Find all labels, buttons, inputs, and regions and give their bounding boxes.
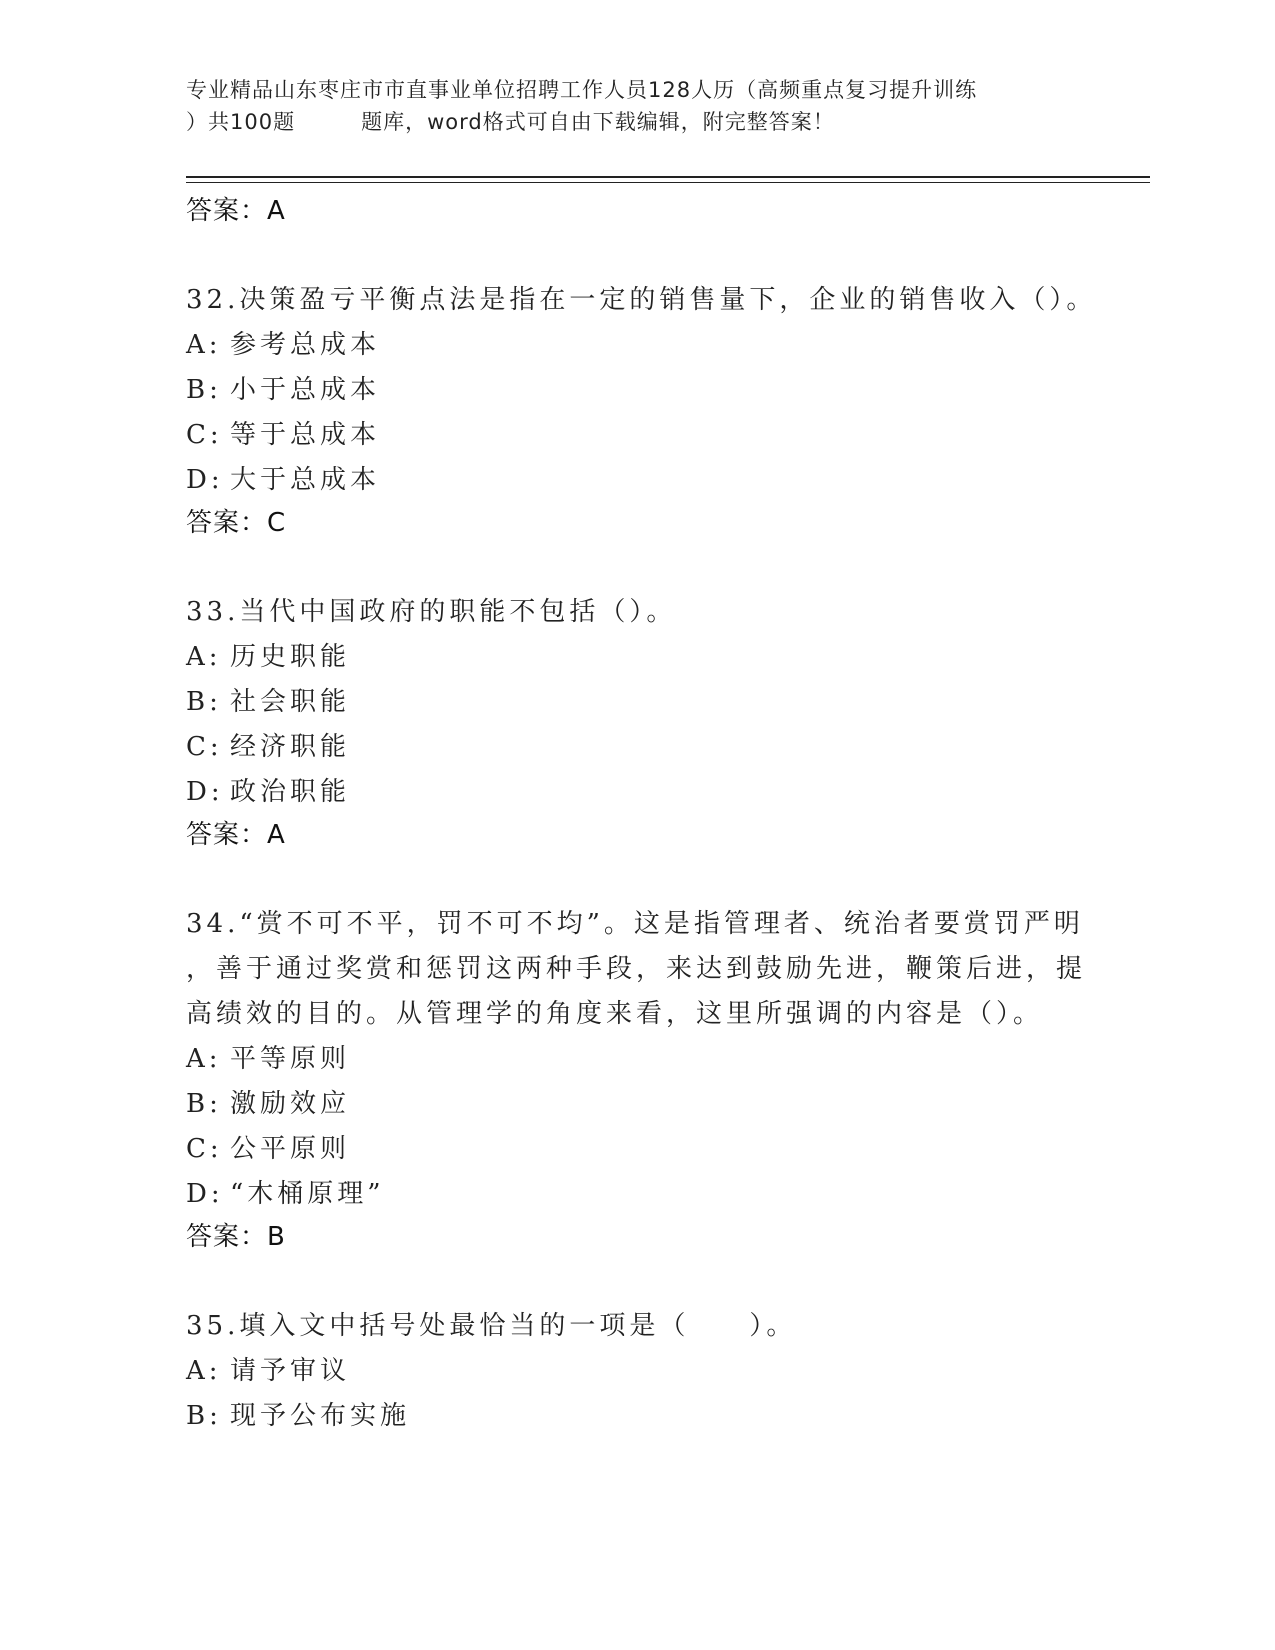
question-33-option-c: C: 经济职能	[186, 732, 351, 762]
question-33-text: 33.当代中国政府的职能不包括（）。	[186, 597, 677, 627]
question-35-option-b: B: 现予公布实施	[186, 1401, 411, 1431]
question-33	[186, 590, 1086, 635]
header-title-line-1: 专业精品山东枣庄市市直事业单位招聘工作人员128人历（高频重点复习提升训练	[186, 78, 978, 102]
question-34-option-b: B: 激励效应	[186, 1089, 351, 1119]
question-34	[186, 902, 1086, 1037]
header-divider-thick	[186, 176, 1150, 178]
answer-31: 答案：A	[186, 196, 286, 226]
question-34-text-line-2: ，善于通过奖赏和惩罚这两种手段，来达到鼓励先进，鞭策后进，提	[186, 954, 1087, 984]
question-32-text: 32.决策盈亏平衡点法是指在一定的销售量下，企业的销售收入（）。	[186, 285, 1097, 315]
question-32-option-c: C: 等于总成本	[186, 420, 381, 450]
question-32	[186, 278, 1097, 323]
question-33-option-b: B: 社会职能	[186, 687, 351, 717]
question-34-option-a: A: 平等原则	[186, 1044, 351, 1074]
question-35	[186, 1304, 1086, 1349]
question-34-text-line-1: 34.“赏不可不平，罚不可不均”。这是指管理者、统治者要赏罚严明	[186, 909, 1084, 939]
question-32-option-d: D: 大于总成本	[186, 465, 381, 495]
question-33-option-d: D: 政治职能	[186, 777, 351, 807]
answer-33: 答案：A	[186, 820, 286, 850]
question-34-option-c: C: 公平原则	[186, 1134, 351, 1164]
question-32-option-b: B: 小于总成本	[186, 375, 381, 405]
header-divider-thin	[186, 182, 1150, 183]
question-35-text: 35.填入文中括号处最恰当的一项是（ ）。	[186, 1311, 797, 1341]
header-download-note: 题库，word格式可自由下载编辑，附完整答案！	[361, 110, 835, 134]
question-32-option-a: A: 参考总成本	[186, 330, 381, 360]
question-list	[186, 191, 1097, 1439]
question-35-option-a: A: 请予审议	[186, 1356, 351, 1386]
question-34-text-line-3: 高绩效的目的。从管理学的角度来看，这里所强调的内容是（）。	[186, 999, 1044, 1029]
answer-34: 答案：B	[186, 1222, 286, 1252]
header-question-count: ）共100题	[186, 110, 296, 134]
question-33-option-a: A: 历史职能	[186, 642, 351, 672]
answer-32: 答案：C	[186, 508, 287, 538]
question-34-option-d: D: “木桶原理”	[186, 1179, 385, 1209]
header-title-line-2	[186, 106, 1106, 138]
page-header	[186, 74, 1106, 138]
